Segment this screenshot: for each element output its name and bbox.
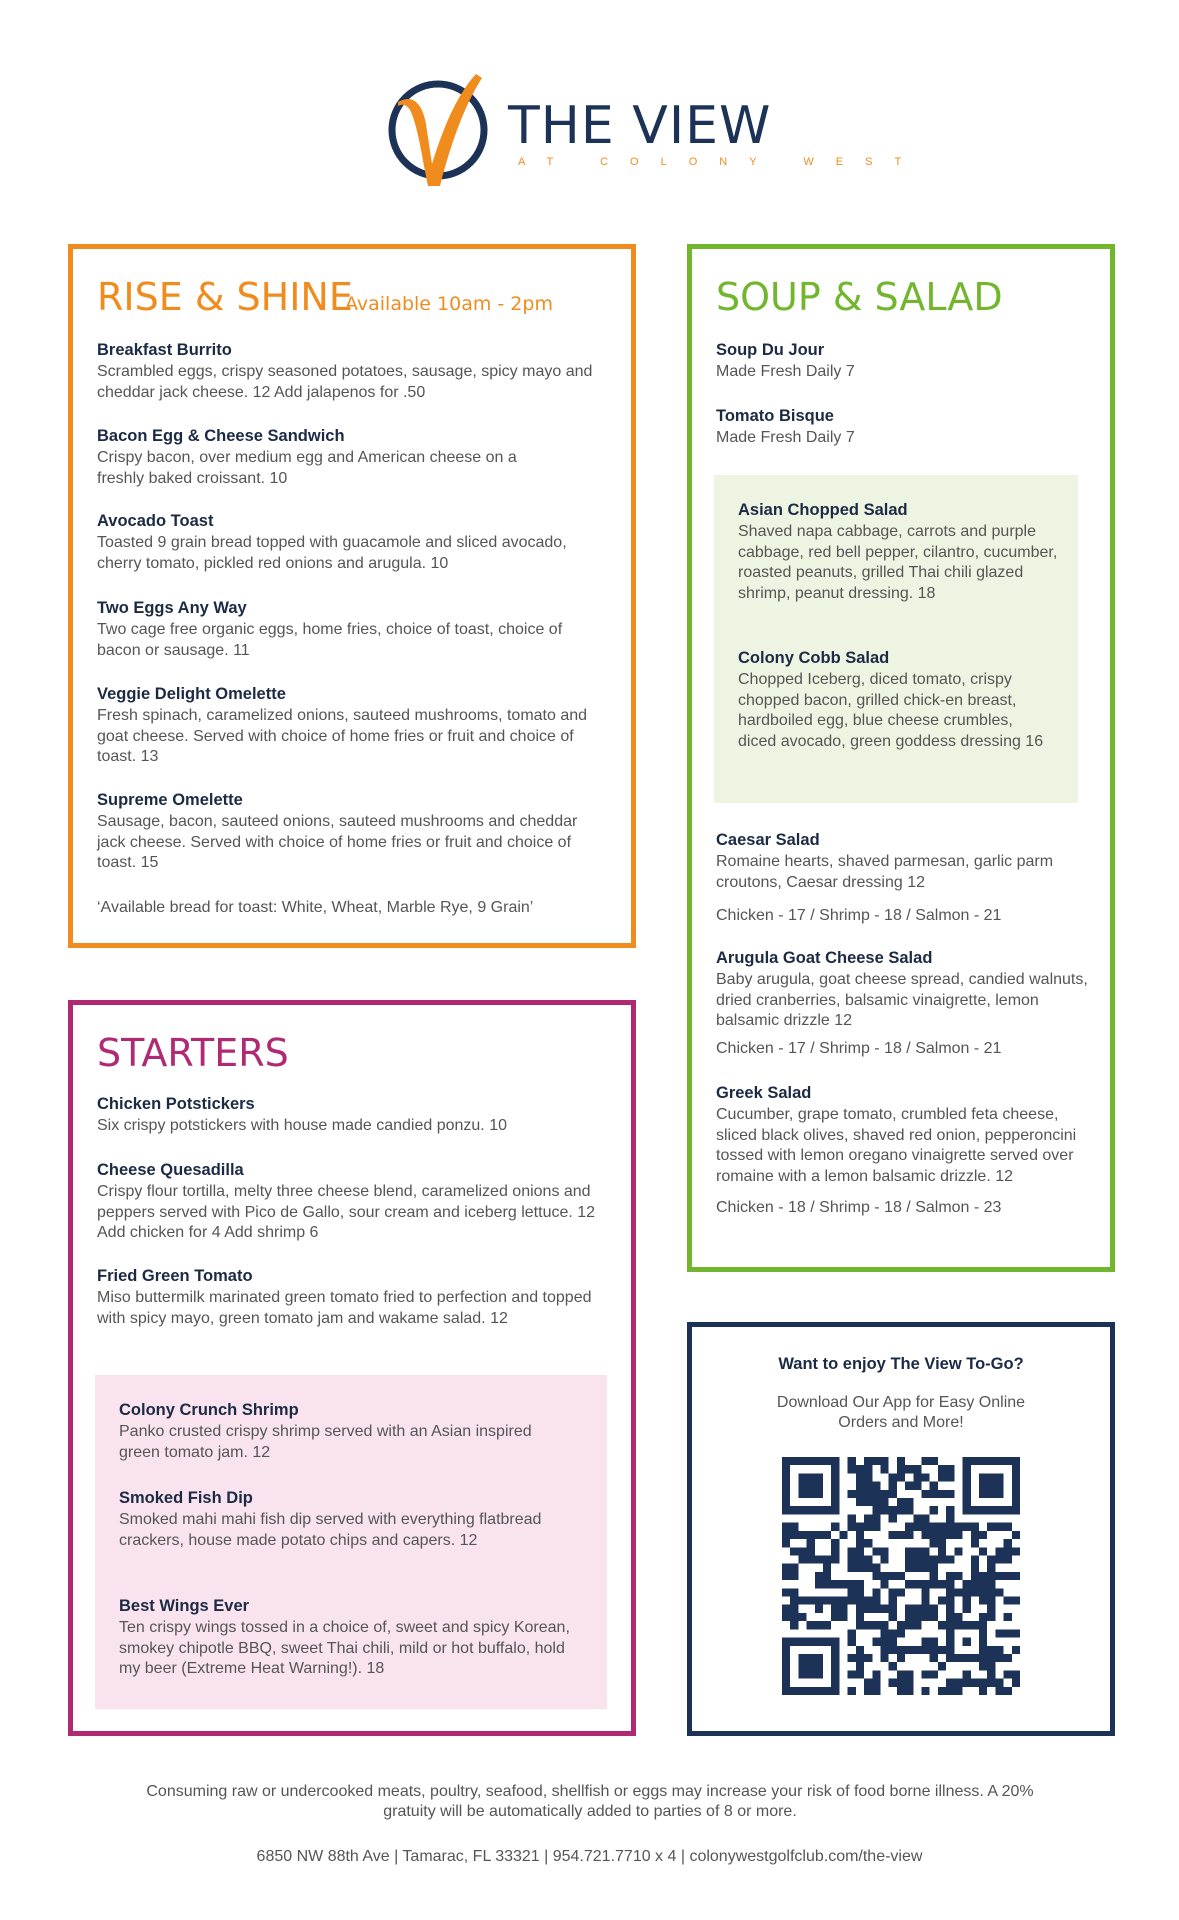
featured-salads-panel bbox=[714, 475, 1078, 803]
soup-and-salad-section bbox=[687, 244, 1115, 1272]
item-name: Caesar Salad bbox=[716, 831, 820, 849]
view-v-logo-icon bbox=[378, 68, 498, 198]
app-subtext: Download Our App for Easy Online Orders and More! bbox=[776, 1394, 1026, 1431]
food-safety-disclaimer: Consuming raw or undercooked meats, poultry, seafood, shellfish or eggs may increase your risk of food borne illness. A 20% gratuity will be automatically added to parties of 8 or more. bbox=[146, 1783, 1034, 1820]
item-description: Ten crispy wings tossed in a choice of, sweet and spicy Korean, smokey chipotle BBQ, sweet Thai chili, mild or hot buffalo, hold my beer (Extreme Heat Warning!). 18 bbox=[119, 1619, 570, 1677]
menu-item bbox=[716, 1084, 1086, 1217]
footer-contact: 6850 NW 88th Ave | Tamarac, FL 33321 | 954.721.7710 x 4 | colonywestgolfclub.com/the-view bbox=[256, 1848, 923, 1865]
menu-item bbox=[716, 831, 1096, 925]
item-name: Bacon Egg & Cheese Sandwich bbox=[97, 427, 345, 445]
app-headline: Want to enjoy The View To-Go? bbox=[778, 1355, 1024, 1373]
item-name: Arugula Goat Cheese Salad bbox=[716, 949, 933, 967]
menu-item bbox=[716, 341, 1096, 383]
menu-item bbox=[97, 427, 597, 489]
item-name: Cheese Quesadilla bbox=[97, 1161, 244, 1179]
item-name: Best Wings Ever bbox=[119, 1597, 250, 1615]
item-name: Two Eggs Any Way bbox=[97, 599, 247, 617]
item-name: Supreme Omelette bbox=[97, 791, 243, 809]
item-name: Chicken Potstickers bbox=[97, 1095, 255, 1113]
menu-item bbox=[97, 1161, 597, 1244]
app-promo-section bbox=[687, 1322, 1115, 1736]
brand-logo bbox=[378, 68, 924, 198]
item-description: Scrambled eggs, crispy seasoned potatoes, sausage, spicy mayo and cheddar jack cheese. 12 Add jalapenos for .50 bbox=[97, 363, 593, 401]
availability-note: Available 10am - 2pm bbox=[345, 293, 553, 315]
menu-item bbox=[716, 407, 1096, 449]
featured-starters-panel bbox=[95, 1375, 607, 1709]
menu-item bbox=[119, 1597, 589, 1680]
menu-item bbox=[119, 1489, 559, 1551]
item-description: Six crispy potstickers with house made candied ponzu. 10 bbox=[97, 1117, 507, 1134]
item-name: Asian Chopped Salad bbox=[738, 501, 908, 519]
item-name: Colony Crunch Shrimp bbox=[119, 1401, 299, 1419]
item-description: Two cage free organic eggs, home fries, choice of toast, choice of bacon or sausage. 11 bbox=[97, 621, 563, 659]
menu-item bbox=[97, 685, 597, 768]
qr-code-icon[interactable] bbox=[782, 1457, 1020, 1695]
menu-item bbox=[97, 1267, 597, 1329]
item-description: Smoked mahi mahi fish dip served with everything flatbread crackers, house made potato chips and capers. 12 bbox=[119, 1511, 542, 1549]
protein-addons: Chicken - 17 / Shrimp - 18 / Salmon - 21 bbox=[716, 1039, 1002, 1057]
item-name: Avocado Toast bbox=[97, 512, 214, 530]
item-description: Made Fresh Daily 7 bbox=[716, 429, 855, 446]
item-description: Miso buttermilk marinated green tomato fried to perfection and topped with spicy mayo, green tomato jam and wakame salad. 12 bbox=[97, 1289, 592, 1327]
item-description: Sausage, bacon, sauteed onions, sauteed mushrooms and cheddar jack cheese. Served with choice of home fries or fruit and choice of toast. 15 bbox=[97, 813, 578, 871]
protein-addons: Chicken - 18 / Shrimp - 18 / Salmon - 23 bbox=[716, 1199, 1002, 1216]
menu-item bbox=[738, 501, 1068, 604]
menu-item bbox=[97, 599, 597, 661]
section-title: SOUP & SALAD bbox=[716, 275, 1003, 319]
item-description: Baby arugula, goat cheese spread, candied walnuts, dried cranberries, balsamic vinaigrette, lemon balsamic drizzle 12 bbox=[716, 971, 1088, 1029]
item-name: Soup Du Jour bbox=[716, 341, 825, 359]
brand-name: THE VIEW bbox=[508, 96, 772, 156]
item-description: Cucumber, grape tomato, crumbled feta cheese, sliced black olives, shaved red onion, pepperoncini tossed with lemon oregano vinaigrette served over romaine with a lemon balsamic drizzle. 12 bbox=[716, 1106, 1077, 1185]
item-name: Greek Salad bbox=[716, 1084, 812, 1102]
item-name: Smoked Fish Dip bbox=[119, 1489, 253, 1507]
item-description: Panko crusted crispy shrimp served with an Asian inspired green tomato jam. 12 bbox=[119, 1423, 532, 1461]
item-description: Crispy flour tortilla, melty three cheese blend, caramelized onions and peppers served with Pico de Gallo, sour cream and iceberg lettuce. 12 Add chicken for 4 Add shrimp 6 bbox=[97, 1183, 596, 1241]
section-title: RISE & SHINE bbox=[97, 275, 353, 319]
starters-section bbox=[68, 1000, 636, 1736]
item-name: Colony Cobb Salad bbox=[738, 649, 890, 667]
menu-item bbox=[97, 341, 597, 403]
brand-subtitle: AT COLONY WEST bbox=[518, 156, 924, 168]
item-description: Crispy bacon, over medium egg and American cheese on a freshly baked croissant. 10 bbox=[97, 449, 517, 487]
item-description: Chopped Iceberg, diced tomato, crispy chopped bacon, grilled chick-en breast, hardboiled egg, blue cheese crumbles, diced avocado, green goddess dressing 16 bbox=[738, 671, 1044, 750]
item-description: Toasted 9 grain bread topped with guacamole and sliced avocado, cherry tomato, pickled red onions and arugula. 10 bbox=[97, 534, 567, 572]
menu-item bbox=[119, 1401, 559, 1463]
bread-note: ‘Available bread for toast: White, Wheat, Marble Rye, 9 Grain’ bbox=[97, 899, 534, 916]
menu-item bbox=[97, 791, 597, 874]
item-name: Veggie Delight Omelette bbox=[97, 685, 286, 703]
menu-item bbox=[97, 512, 597, 574]
item-name: Tomato Bisque bbox=[716, 407, 834, 425]
item-name: Fried Green Tomato bbox=[97, 1267, 253, 1285]
item-description: Fresh spinach, caramelized onions, sauteed mushrooms, tomato and goat cheese. Served with choice of home fries or fruit and choice of toast. 13 bbox=[97, 707, 588, 765]
item-name: Breakfast Burrito bbox=[97, 341, 232, 359]
item-description: Romaine hearts, shaved parmesan, garlic parm croutons, Caesar dressing 12 bbox=[716, 853, 1054, 891]
item-description: Shaved napa cabbage, carrots and purple cabbage, red bell pepper, cilantro, cucumber, roasted peanuts, grilled Thai chili glazed shrimp, peanut dressing. 18 bbox=[738, 523, 1058, 602]
item-description: Made Fresh Daily 7 bbox=[716, 363, 855, 380]
section-title: STARTERS bbox=[97, 1031, 289, 1075]
menu-item bbox=[738, 649, 1048, 752]
menu-item bbox=[716, 949, 1096, 1058]
menu-item bbox=[97, 1095, 597, 1137]
rise-and-shine-section bbox=[68, 244, 636, 948]
protein-addons: Chicken - 17 / Shrimp - 18 / Salmon - 21 bbox=[716, 907, 1002, 924]
